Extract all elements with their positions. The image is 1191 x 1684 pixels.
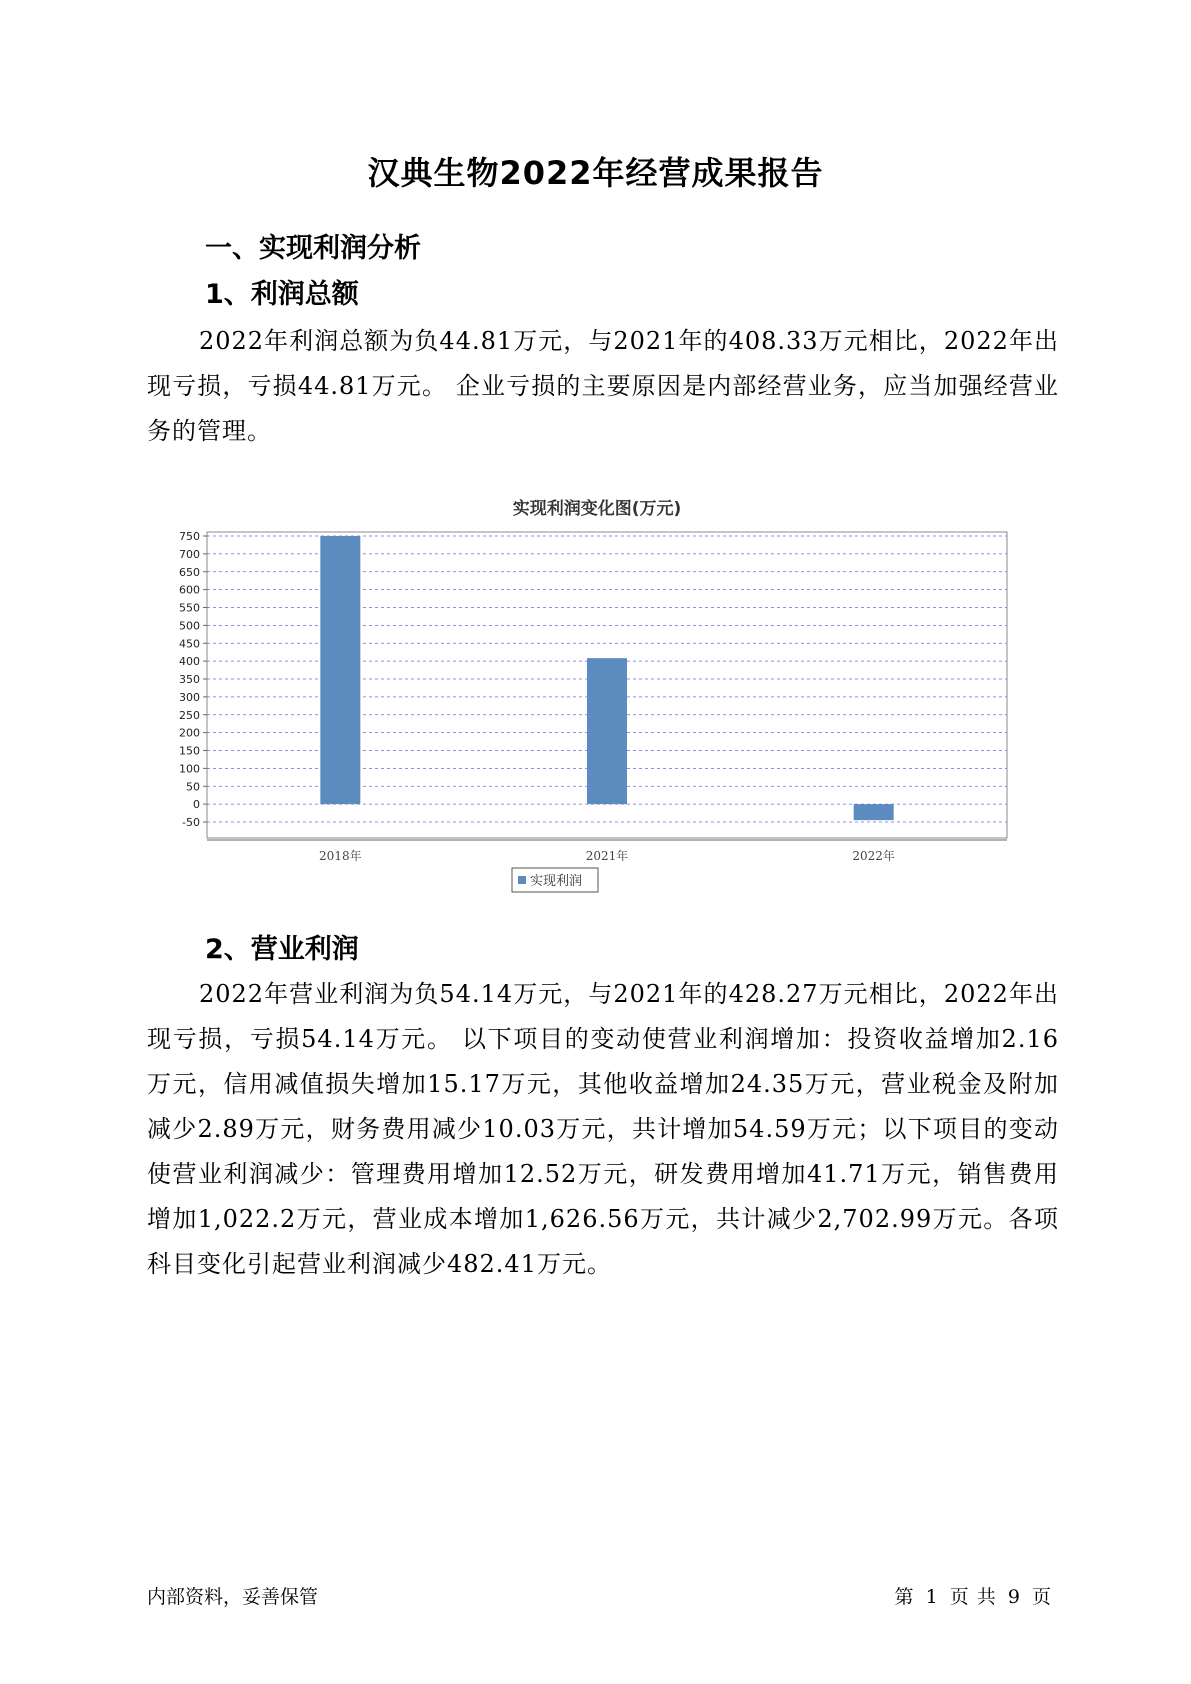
y-tick-label-400: 400 (179, 655, 200, 669)
y-tick-label-350: 350 (179, 673, 200, 686)
y-tick-label-700: 700 (179, 547, 200, 561)
paragraph-total-profit: 2022年利润总额为负44.81万元，与2021年的408.33万元相比，2022年出现亏损，亏损44.81万元。 企业亏损的主要原因是内部经营业务，应当加强经营业务的管理。 (147, 327, 1059, 445)
page-current: 1 (925, 1586, 938, 1608)
bar-2022年 (854, 804, 894, 820)
y-tick-label-450: 450 (179, 637, 200, 651)
y-tick-label-250: 250 (179, 708, 200, 722)
y-tick-label-100: 100 (179, 762, 200, 776)
bar-2021年 (587, 658, 627, 804)
subheading-total-profit: 1、利润总额 (205, 279, 359, 310)
subheading-operating-profit: 2、营业利润 (205, 934, 359, 965)
chart-title: 实现利润变化图(万元) (512, 499, 682, 519)
section-heading-profit-analysis: 一、实现利润分析 (205, 233, 421, 264)
page-middle: 页 共 (949, 1586, 996, 1608)
y-tick-label-300: 300 (179, 690, 200, 704)
x-tick-label-2021年: 2021年 (585, 849, 629, 863)
paragraph-operating-profit: 2022年营业利润为负54.14万元，与2021年的428.27万元相比，2022年出现亏损，亏损54.14万元。 以下项目的变动使营业利润增加：投资收益增加2.16万元，信用减值损失增加15.17万元，其他收益增加24.35万元，营业税金及附加减少2.89万元，财务费用减少10.03万元，共计增加54.59万元；以下项目的变动使营业利润减少：管理费用增加12.52万元，研发费用增加41.71万元，销售费用增加1,022.2万元，营业成本增加1,626.56万元，共计减少2,702.99万元。各项科目变化引起营业利润减少482.41万元。 (147, 980, 1059, 1278)
y-tick-label-500: 500 (179, 619, 200, 633)
bar-2018年 (320, 536, 360, 804)
footer-page-number (893, 1582, 1053, 1609)
y-tick-label-650: 650 (179, 565, 200, 579)
page-prefix: 第 (894, 1586, 914, 1608)
profit-change-chart (147, 498, 1047, 958)
x-tick-label-2022年: 2022年 (852, 849, 895, 863)
y-tick-label-200: 200 (179, 726, 200, 740)
y-tick-label-750: 750 (179, 530, 200, 543)
y-tick-label-150: 150 (179, 744, 200, 758)
y-tick-label-0: 0 (193, 798, 200, 812)
page-suffix: 页 (1031, 1586, 1051, 1608)
legend-swatch (518, 876, 526, 884)
footer-confidential-note: 内部资料，妥善保管 (147, 1586, 319, 1608)
document-title: 汉典生物2022年经营成果报告 (367, 154, 824, 192)
y-tick-label-50: 50 (186, 780, 200, 794)
y-tick-label-600: 600 (179, 583, 200, 597)
x-tick-label-2018年: 2018年 (319, 849, 362, 863)
y-tick-label-550: 550 (179, 601, 200, 615)
page-total: 9 (1007, 1586, 1020, 1608)
y-tick-label--50: -50 (182, 816, 200, 829)
bar-chart-svg (147, 498, 1047, 922)
legend-label: 实现利润 (530, 874, 583, 889)
